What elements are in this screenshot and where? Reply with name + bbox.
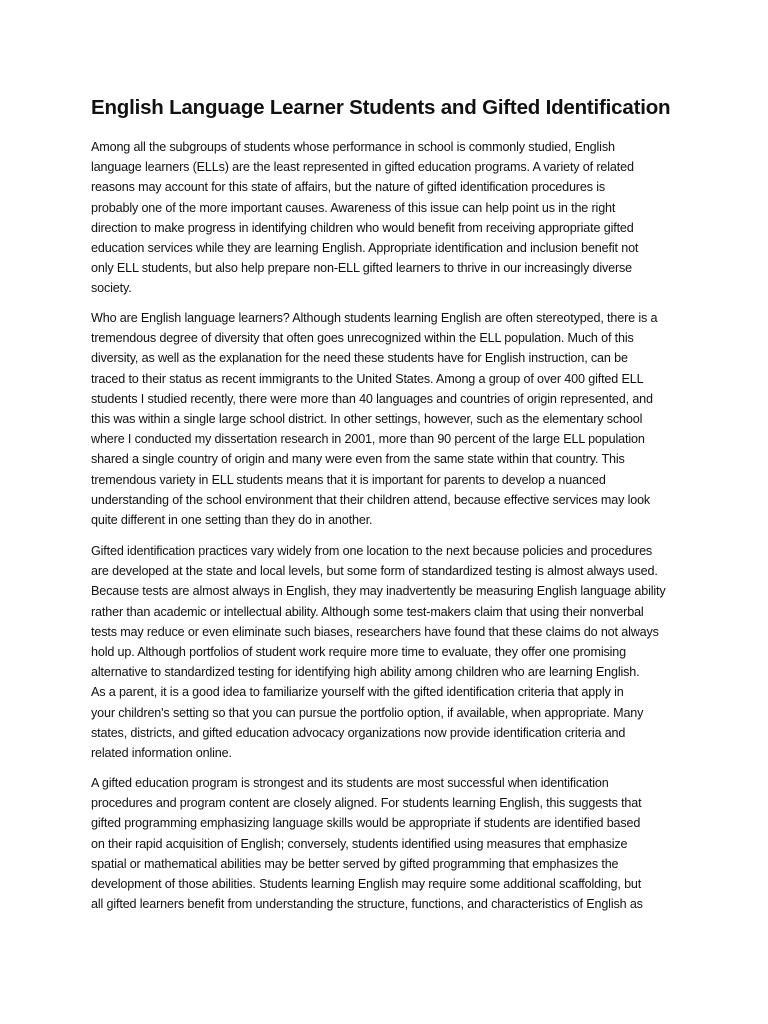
paragraph-line: tremendous degree of diversity that often goes unrecognized within the ELL population. Much of this	[91, 331, 634, 346]
paragraph-line: only ELL students, but also help prepare non-ELL gifted learners to thrive in our increasingly diverse	[91, 261, 633, 276]
paragraph-line: education services while they are learning English. Appropriate identification and inclusion benefit not	[91, 241, 639, 256]
paragraph-line: spatial or mathematical abilities may be better served by gifted programming that emphasizes the	[91, 856, 619, 871]
paragraph-line: are developed at the state and local levels, but some form of standardized testing is almost always used.	[91, 564, 658, 579]
paragraph-line: probably one of the more important causes. Awareness of this issue can help point us in the right	[91, 200, 616, 215]
paragraph-line: states, districts, and gifted education advocacy organizations now provide identification criteria and	[91, 725, 626, 740]
paragraph-line: rather than academic or intellectual ability. Although some test-makers claim that using their nonverbal	[91, 604, 644, 619]
paragraph-line: development of those abilities. Students learning English may require some additional scaffolding, but	[91, 877, 642, 892]
paragraph-2	[91, 308, 658, 530]
paragraph-line: alternative to standardized testing for identifying high ability among children who are learning English.	[91, 665, 640, 680]
paragraph-line: students I studied recently, there were more than 40 languages and countries of origin represented, and	[91, 391, 653, 406]
document-title: English Language Learner Students and Gifted Identification	[91, 96, 671, 119]
paragraph-4	[91, 773, 651, 914]
paragraph-line: all gifted learners benefit from understanding the structure, functions, and characteristics of English as	[91, 897, 643, 912]
paragraph-line: hold up. Although portfolios of student work require more time to evaluate, they offer one promising	[91, 645, 627, 660]
paragraph-line: understanding of the school environment that their children attend, because effective services may look	[91, 492, 651, 507]
paragraph-line: related information online.	[91, 746, 232, 761]
paragraph-line: A gifted education program is strongest and its students are most successful when identification	[91, 776, 609, 790]
paragraph-line: society.	[91, 281, 132, 296]
paragraph-line: shared a single country of origin and many were even from the same state within that country. This	[91, 452, 625, 467]
paragraph-line: gifted programming emphasizing language skills would be appropriate if students are identified based	[91, 816, 641, 831]
paragraph-line: this was within a single large school district. In other settings, however, such as the elementary school	[91, 412, 643, 427]
paragraph-line: tests may reduce or even eliminate such biases, researchers have found that these claims do not always	[91, 624, 659, 639]
paragraph-line: tremendous variety in ELL students means that it is important for parents to develop a nuanced	[91, 472, 606, 487]
paragraph-line: Because tests are almost always in English, they may inadvertently be measuring English language ability	[91, 584, 666, 599]
paragraph-line: As a parent, it is a good idea to familiarize yourself with the gifted identification criteria that apply in	[91, 685, 624, 700]
paragraph-line: quite different in one setting than they do in another.	[91, 513, 373, 528]
paragraph-line: procedures and program content are closely aligned. For students learning English, this suggests that	[91, 796, 642, 811]
paragraph-1	[91, 137, 651, 299]
paragraph-line: where I conducted my dissertation research in 2001, more than 90 percent of the large ELL population	[91, 432, 645, 447]
paragraph-line: reasons may account for this state of affairs, but the nature of gifted identification procedures is	[91, 180, 605, 195]
paragraph-line: Who are English language learners? Although students learning English are often stereotyped, there is a	[91, 311, 658, 325]
paragraph-line: Gifted identification practices vary widely from one location to the next because policies and procedures	[91, 544, 653, 558]
paragraph-line: language learners (ELLs) are the least represented in gifted education programs. A variety of related	[91, 160, 634, 175]
paragraph-line: traced to their status as recent immigrants to the United States. Among a group of over 400 gifted ELL	[91, 371, 644, 386]
paragraph-line: your children's setting so that you can pursue the portfolio option, if available, when appropriate. Many	[91, 705, 644, 720]
paragraph-line: on their rapid acquisition of English; conversely, students identified using measures that emphasize	[91, 836, 628, 851]
paragraph-line: direction to make progress in identifying children who would benefit from receiving appropriate gifted	[91, 220, 634, 235]
paragraph-3	[91, 541, 666, 763]
paragraph-line: diversity, as well as the explanation for the need these students have for English instruction, can be	[91, 351, 628, 366]
paragraph-line: Among all the subgroups of students whose performance in school is commonly studied, English	[91, 140, 615, 154]
